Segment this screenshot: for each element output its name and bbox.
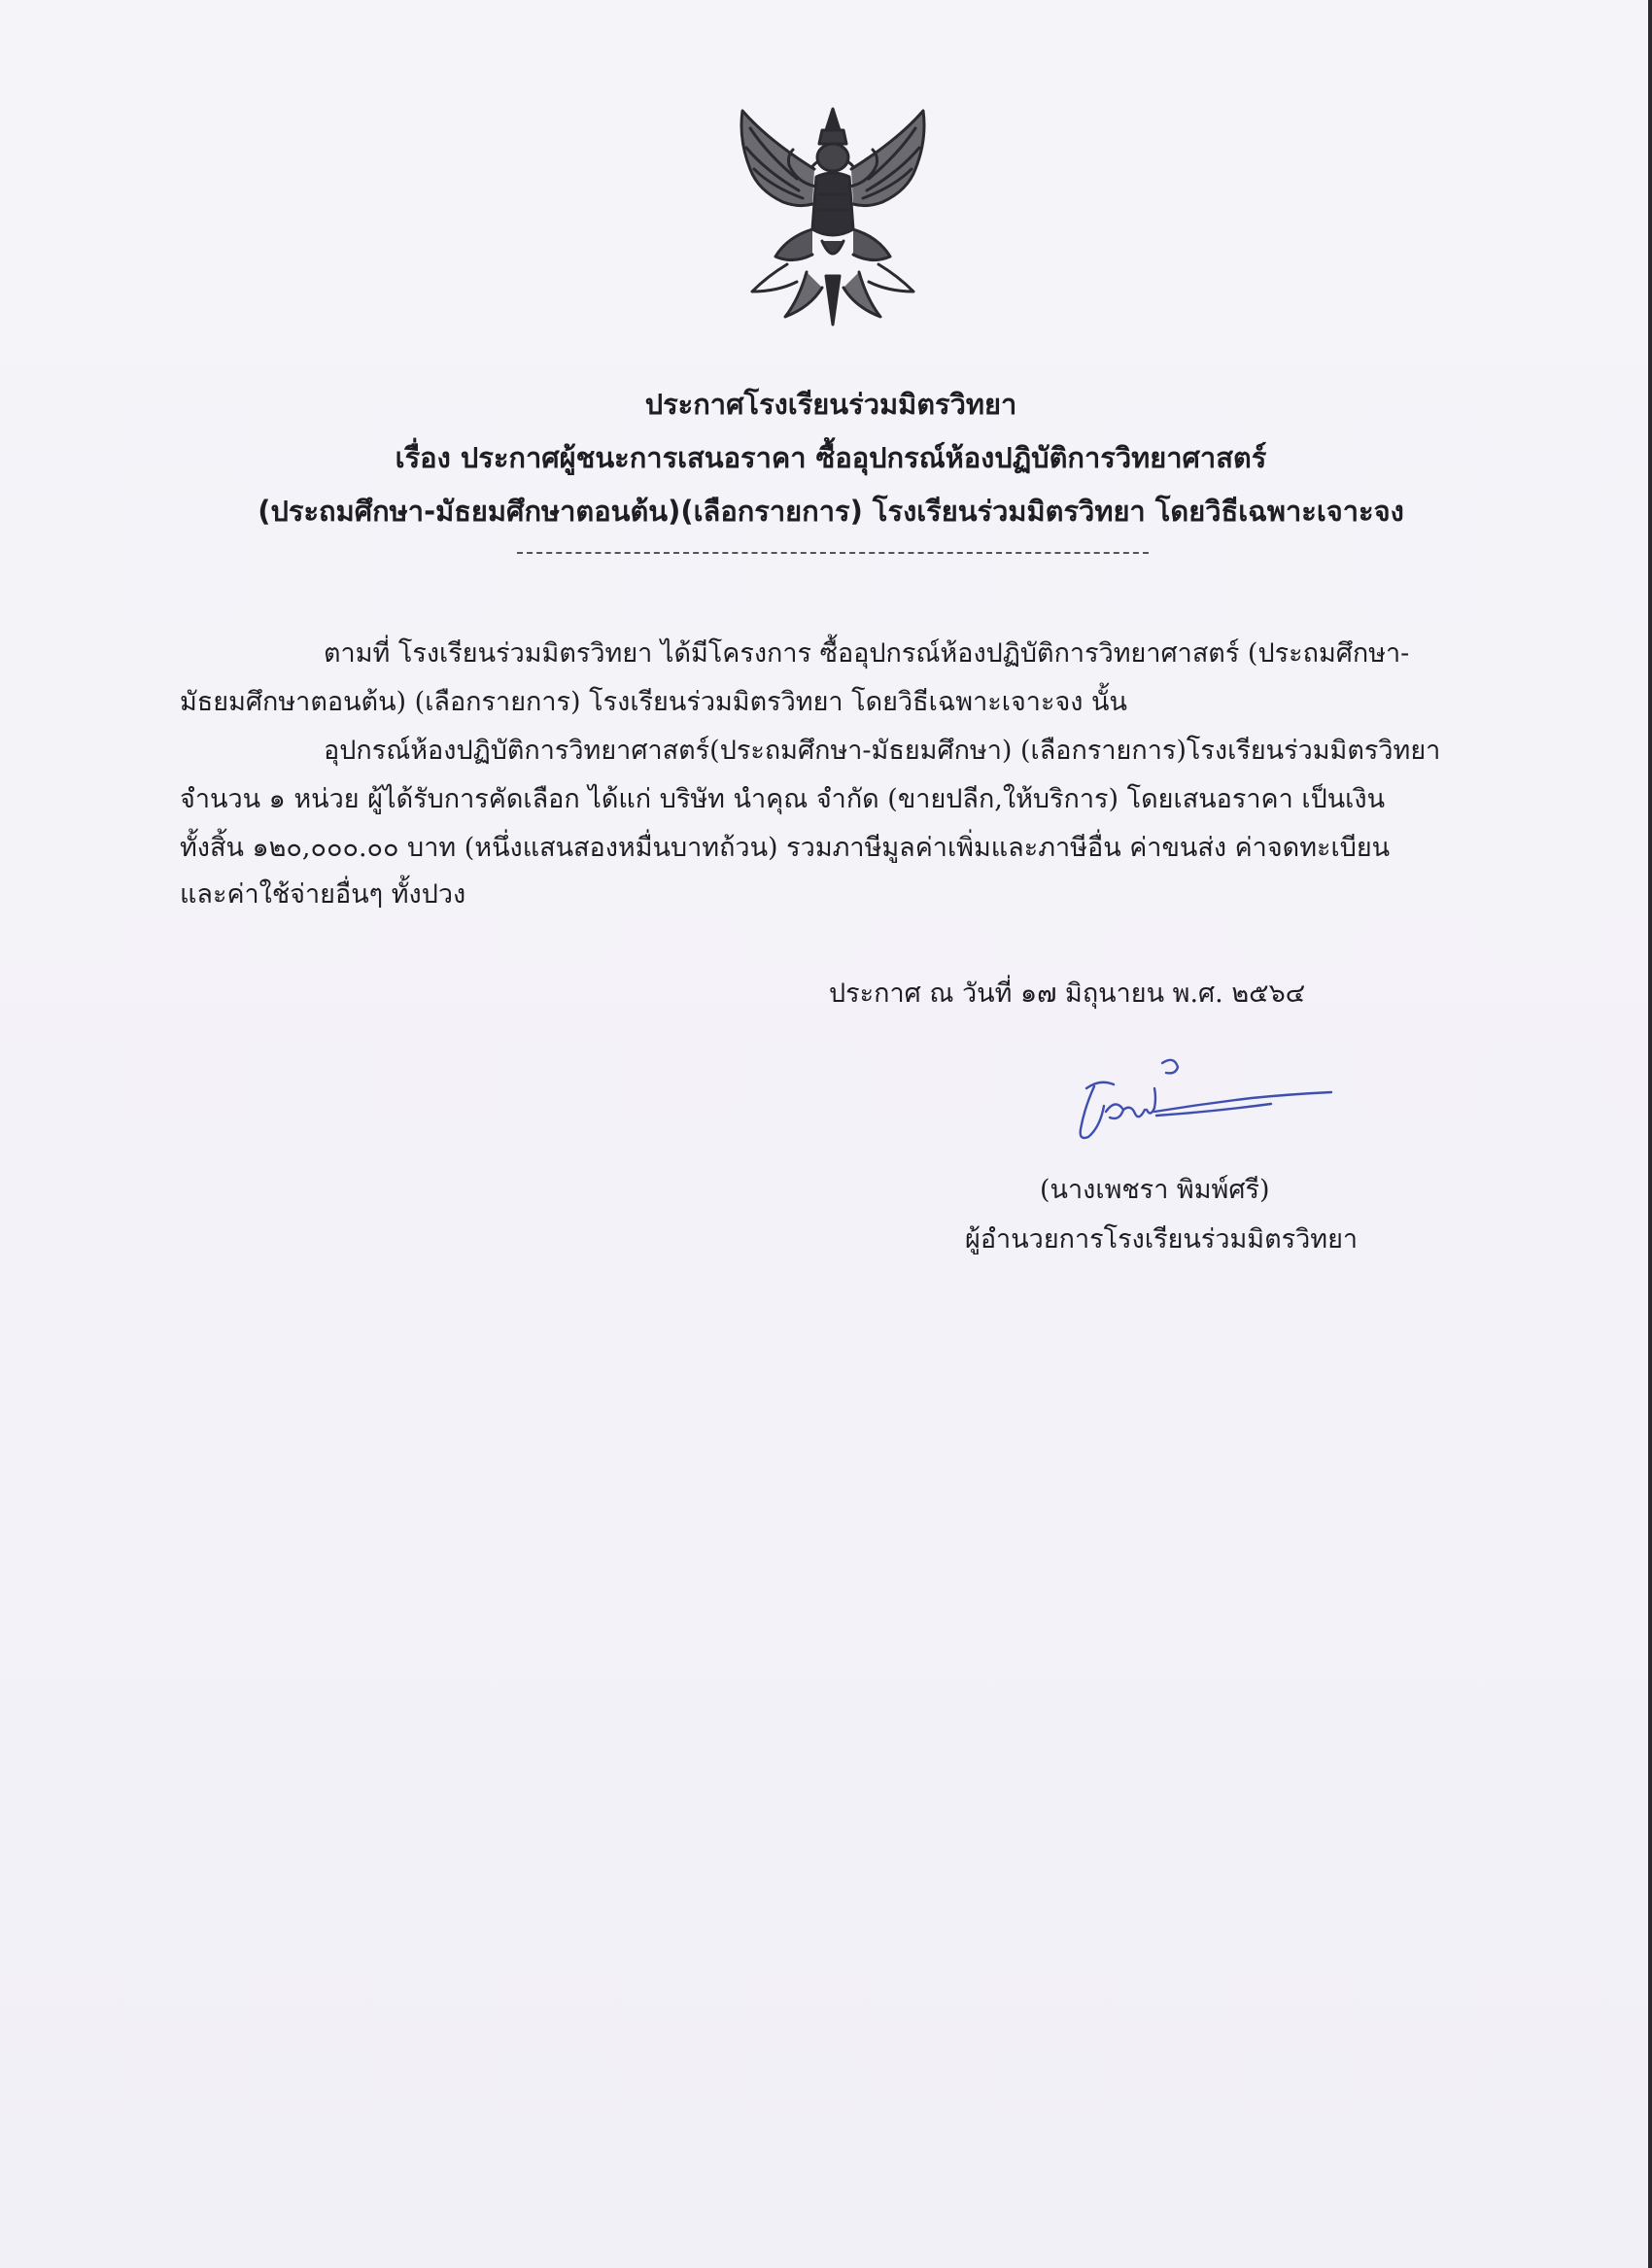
announcement-date: ประกาศ ณ วันที่ ๑๗ มิถุนายน พ.ศ. ๒๕๖๔ xyxy=(829,979,1306,1009)
handwritten-signature-icon xyxy=(1067,1049,1339,1156)
garuda-emblem-icon xyxy=(729,101,938,329)
signer-name: (นางเพชรา พิมพ์ศรี) xyxy=(1040,1175,1270,1205)
body-line: อุปกรณ์ห้องปฏิบัติการวิทยาศาสตร์(ประถมศึกษา-มัธยมศึกษา) (เลือกรายการ)โรงเรียนร่วมมิตรวิทยา xyxy=(324,736,1441,766)
scan-edge-shadow xyxy=(1648,0,1652,2268)
body-line: ตามที่ โรงเรียนร่วมมิตรวิทยา ได้มีโครงการ ซื้ออุปกรณ์ห้องปฏิบัติการวิทยาศาสตร์ (ประถมศึกษา- xyxy=(324,638,1410,669)
body-line: จำนวน ๑ หน่วย ผู้ได้รับการคัดเลือก ได้แก่ บริษัท นำคุณ จำกัด (ขายปลีก,ให้บริการ) โดยเสนอราคา เป็นเงิน xyxy=(180,784,1386,814)
body-line: ทั้งสิ้น ๑๒๐,๐๐๐.๐๐ บาท (หนึ่งแสนสองหมื่นบาทถ้วน) รวมภาษีมูลค่าเพิ่มและภาษีอื่น ค่าขนส่ง ค่าจดทะเบียน xyxy=(180,833,1391,863)
body-line: และค่าใช้จ่ายอื่นๆ ทั้งปวง xyxy=(180,879,466,910)
announcement-subject: เรื่อง ประกาศผู้ชนะการเสนอราคา ซื้ออุปกรณ์ห้องปฏิบัติการวิทยาศาสตร์ xyxy=(395,441,1267,474)
body-line: มัธยมศึกษาตอนต้น) (เลือกรายการ) โรงเรียนร่วมมิตรวิทยา โดยวิธีเฉพาะเจาะจง นั้น xyxy=(180,687,1127,717)
heading-divider xyxy=(517,552,1149,554)
signer-title: ผู้อำนวยการโรงเรียนร่วมมิตรวิทยา xyxy=(965,1224,1359,1254)
announcement-heading: ประกาศโรงเรียนร่วมมิตรวิทยา xyxy=(644,388,1017,421)
announcement-subject-continued: (ประถมศึกษา-มัธยมศึกษาตอนต้น)(เลือกรายการ) โรงเรียนร่วมมิตรวิทยา โดยวิธีเฉพาะเจาะจง xyxy=(258,495,1404,528)
